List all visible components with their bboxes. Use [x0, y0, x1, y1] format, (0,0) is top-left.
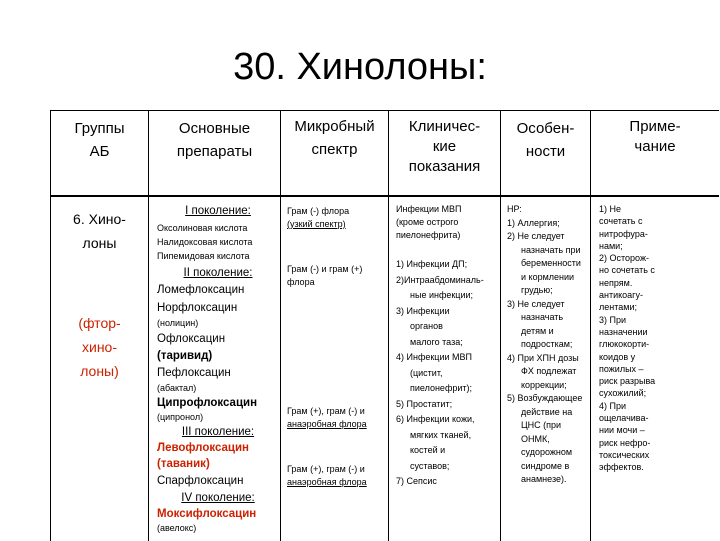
spectrum-gen2: Грам (-) и грам (+) флора — [287, 264, 363, 287]
list-line: ные инфекции; — [410, 290, 473, 300]
drug-item: Пипемидовая кислота — [157, 251, 250, 261]
header-notes: Приме- чание — [629, 118, 681, 155]
list-line: 3) При — [599, 314, 627, 325]
drug-item: Оксолиновая кислота — [157, 223, 248, 233]
list-line: нитрофура- — [599, 228, 648, 239]
list-line: 5) Простатит; — [396, 398, 453, 409]
list-line: коррекции; — [521, 379, 567, 390]
column-divider — [148, 111, 149, 541]
gen3-items — [157, 440, 279, 490]
list-line: судорожном — [521, 447, 573, 457]
drug-item: Офлоксацин — [157, 333, 226, 345]
list-line: анамнезе). — [521, 474, 567, 484]
list-line: коидов у — [599, 351, 636, 362]
gen4-items — [157, 506, 279, 535]
drug-item: Норфлоксацин — [157, 302, 238, 314]
list-line: пиелонефрит); — [410, 383, 472, 393]
list-line: органов — [410, 321, 443, 331]
list-line: эффектов. — [599, 462, 644, 473]
indications-gen1: Инфекции МВП (кроме острого пиелонефрита) — [396, 204, 462, 240]
page-title: 30. Хинолоны: — [233, 46, 487, 88]
list-line: 7) Сепсис — [396, 476, 437, 486]
drug-item: (авелокс) — [157, 523, 197, 533]
list-line: назначать — [521, 312, 564, 322]
list-line: суставов; — [410, 460, 450, 471]
group-name: 6. Хино- лоны — [73, 211, 126, 251]
list-line: детям и — [521, 325, 554, 336]
list-line: 2)Интраабдоминаль- — [396, 274, 484, 285]
drug-item: Налидоксовая кислота — [157, 237, 253, 247]
indications-gen2 — [396, 257, 500, 490]
features-list — [507, 203, 589, 487]
list-line: ФХ подлежат — [521, 366, 577, 376]
list-line: ощелачива- — [599, 413, 649, 424]
gen2-items — [157, 281, 279, 424]
column-divider — [500, 111, 501, 541]
list-line: нами; — [599, 240, 623, 251]
list-line: ОНМК, — [521, 433, 550, 444]
list-line: лентами; — [599, 302, 637, 313]
drugs-list — [157, 203, 279, 535]
drug-item: Моксифлоксацин — [157, 508, 257, 520]
list-line: мягких тканей, — [410, 429, 472, 440]
drug-item: Пефлоксацин — [157, 367, 231, 379]
list-line: нии мочи – — [599, 425, 645, 436]
gen2-label: II поколение: — [183, 267, 253, 279]
list-line: ЦНС (при — [521, 420, 562, 430]
drug-item: (таваник) — [157, 458, 210, 470]
list-line: 4) При — [599, 400, 627, 411]
spectrum-gen1: Грам (-) флора (узкий спектр) — [287, 206, 350, 229]
drug-item: (нолицин) — [157, 318, 199, 328]
list-line: 1) Аллергия; — [507, 217, 560, 228]
list-line: 3) Инфекции — [396, 305, 450, 316]
list-line: 4) Инфекции МВП — [396, 352, 472, 362]
list-line: и кормлении — [521, 271, 575, 282]
list-line: костей и — [410, 445, 446, 455]
spectrum-gen3: Грам (+), грам (-) и анаэробная флора — [287, 406, 367, 429]
list-line: назначать при — [521, 244, 581, 255]
list-line: синдроме в — [521, 460, 570, 471]
drug-item: (абактал) — [157, 383, 197, 393]
gen1-items — [157, 221, 279, 263]
quinolones-table — [50, 110, 719, 541]
header-spectrum: Микробный спектр — [294, 118, 375, 158]
list-line: подросткам; — [521, 339, 573, 349]
drug-item: Ципрофлоксацин — [157, 397, 258, 409]
list-line: риск нефро- — [599, 437, 651, 448]
list-line: риск разрыва — [599, 376, 656, 387]
list-line: 5) Возбуждающее — [507, 393, 583, 403]
header-groups: Группы АБ — [74, 120, 125, 160]
list-line: назначении — [599, 326, 648, 337]
drug-item: (таривид) — [157, 350, 213, 362]
list-line: 3) Не следует — [507, 298, 565, 309]
list-line: 6) Инфекции кожи, — [396, 414, 475, 424]
drug-item: Спарфлоксацин — [157, 475, 244, 487]
gen4-label: IV поколение: — [181, 492, 255, 504]
header-divider — [51, 195, 719, 197]
drug-item: Ломефлоксацин — [157, 284, 245, 296]
column-divider — [280, 111, 281, 541]
list-line: сухожилий; — [599, 388, 647, 399]
list-line: токсических — [599, 449, 650, 460]
list-line: 1) Инфекции ДП; — [396, 259, 468, 269]
list-line: грудью; — [521, 285, 553, 295]
header-features: Особен- ности — [516, 120, 575, 160]
spectrum-gen4: Грам (+), грам (-) и анаэробная флора — [287, 464, 367, 487]
list-line: действие на — [521, 406, 573, 417]
list-line: антикоагу- — [599, 290, 643, 301]
column-divider — [590, 111, 591, 541]
list-line: 4) При ХПН дозы — [507, 352, 579, 363]
drug-item: (ципронол) — [157, 412, 204, 422]
notes-list — [599, 203, 717, 474]
list-line: малого таза; — [410, 336, 463, 347]
group-alt-name: (фтор- хино- лоны) — [78, 315, 121, 379]
list-line: сочетать с — [599, 216, 643, 227]
header-drugs: Основные препараты — [176, 120, 253, 160]
list-line: беременности — [521, 258, 581, 268]
list-line: 2) Осторож- — [599, 253, 649, 264]
list-line: пожилых – — [599, 363, 644, 374]
gen3-label: III поколение: — [181, 426, 255, 438]
list-line: (цистит, — [410, 367, 443, 378]
list-line: глюкокорти- — [599, 339, 650, 350]
list-line: НР: — [507, 204, 522, 214]
list-line: непрям. — [599, 277, 633, 288]
list-line: 2) Не следует — [507, 231, 565, 241]
list-line: но сочетать с — [599, 265, 655, 276]
list-line: 1) Не — [599, 204, 622, 214]
gen1-label: I поколение: — [185, 205, 251, 217]
header-indications: Клиничес- кие показания — [408, 118, 481, 175]
drug-item: Левофлоксацин — [157, 442, 249, 454]
